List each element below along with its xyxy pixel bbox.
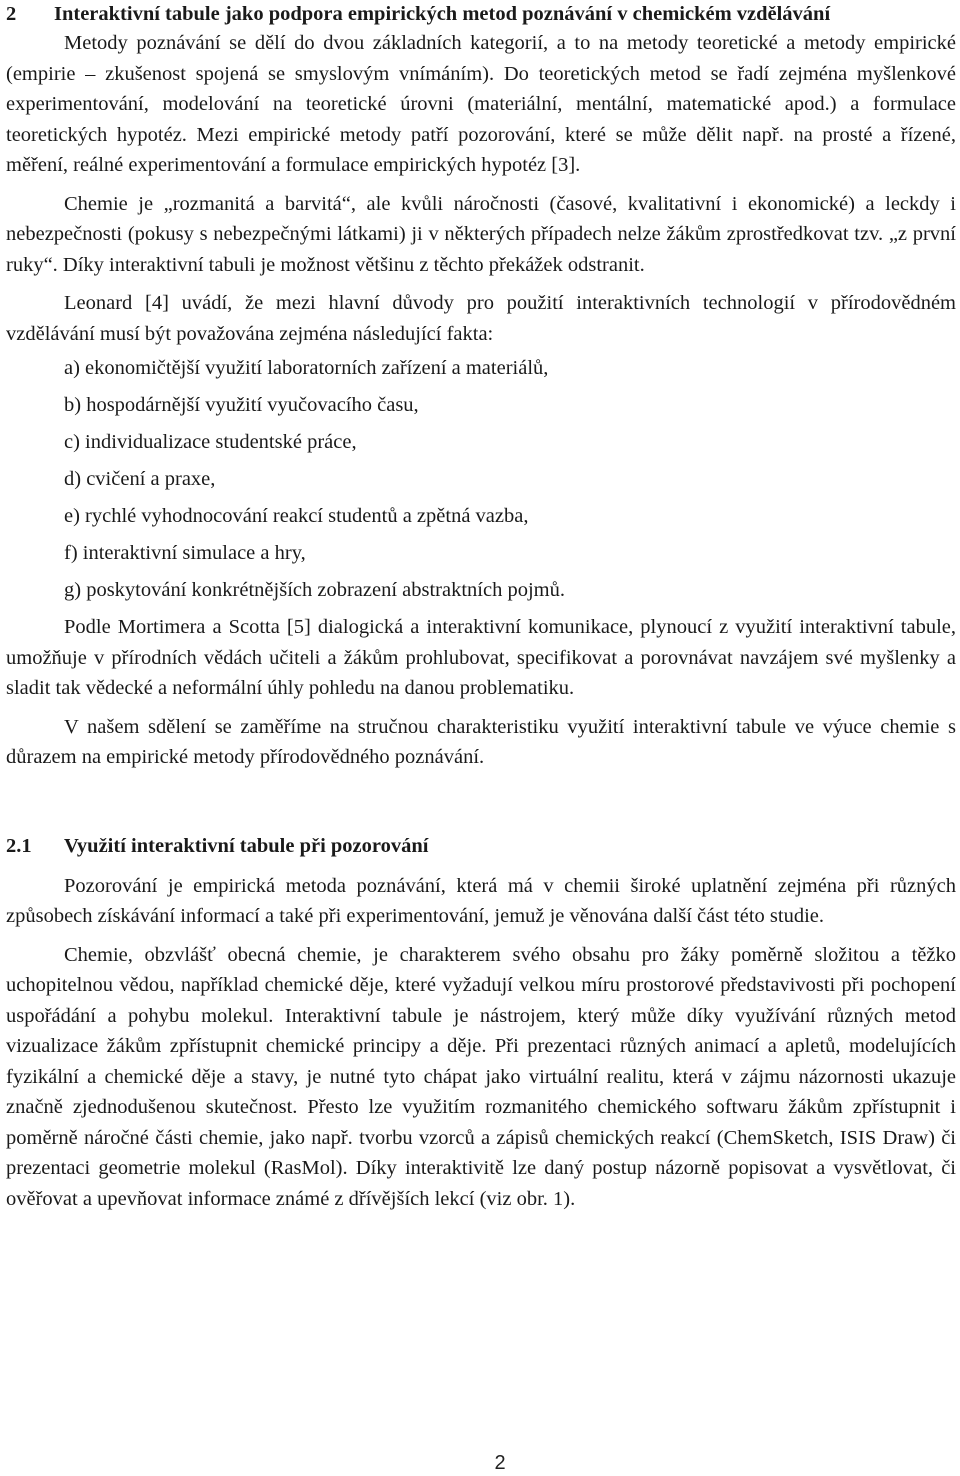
chapter-title: Interaktivní tabule jako podpora empirických metod poznávání v chemickém vzdělávání [54,3,831,25]
facts-list [6,353,956,606]
paragraph-general-chemistry: Chemie, obzvlášť obecná chemie, je charakterem svého obsahu pro žáky poměrně složitou a těžko uchopitelnou vědou, například chemické děje, které vyžadují velkou míru prostorové představivosti při pochopení uspořádání a pohybu molekul. Interaktivní tabule je nástrojem, který může díky využívání různých metod vizualizace žákům zpřístupnit chemické principy a děje. Při prezentaci různých animací a apletů, modelujících fyzikální a chemické děje a stavy, je nutné tyto chápat jako virtuální realitu, která v zájmu názornosti ukazuje značně zjednodušenou skutečnost. Přesto lze využitím rozmanitého chemického softwaru žákům zpřístupnit i poměrně náročné části chemie, jako např. tvorbu vzorců a zápisů chemických reakcí (ChemSketch, ISIS Draw) či prezentaci geometrie molekul (RasMol). Díky interaktivitě lze daný postup názorně popisovat a vysvětlovat, či ověřovat a upevňovat informace známé z dřívějších lekcí (viz obr. 1). [6,943,956,1210]
chapter-number: 2 [6,3,17,25]
chapter-heading [6,0,956,28]
list-item: a) ekonomičtější využití laboratorních zařízení a materiálů, [64,357,549,379]
list-item: f) interaktivní simulace a hry, [64,542,306,564]
list-item: d) cvičení a praxe, [64,468,216,490]
list-item: c) individualizace studentské práce, [64,431,357,453]
paragraph-chemistry: Chemie je „rozmanitá a barvitá“, ale kvůli náročnosti (časové, kvalitativní i ekonomické) a leckdy i nebezpečnosti (pokusy s nebezpečnými látkami) ji v některých případech nelze žákům zprostředkovat tzv. „z první ruky“. Díky interaktivní tabuli je možnost většinu z těchto překážek odstranit. [6,192,956,276]
paragraph-summary: V našem sdělení se zaměříme na stručnou charakteristiku využití interaktivní tabule ve výuce chemie s důrazem na empirické metody přírodovědného poznávání. [6,715,956,768]
paragraph-methods: Metody poznávání se dělí do dvou základních kategorií, a to na metody teoretické a metody empirické (empirie – zkušenost spojená se smyslovým vnímáním). Do teoretických metod se řadí zejména myšlenkové experimentování, modelování na teoretické úrovni (materiální, mentální, matematické apod.) a formulace teoretických hypotéz. Mezi empirické metody patří pozorování, které se může dělit např. na prosté a řízené, měření, reálné experimentování a formulace empirických hypotéz [3]. [6,32,956,176]
paragraph-mortimer: Podle Mortimera a Scotta [5] dialogická a interaktivní komunikace, plynoucí z využití interaktivní tabule, umožňuje v přírodních vědách učiteli a žákům prohlubovat, specifikovat a porovnávat navzájem své myšlenky a sladit tak vědecké a neformální úhly pohledu na danou problematiku. [6,616,956,699]
paragraph-leonard: Leonard [4] uvádí, že mezi hlavní důvody pro použití interaktivních technologií v přírodovědném vzdělávání musí být považována zejména následující fakta: [6,292,956,345]
document-page [6,0,956,1214]
list-item: b) hospodárnější využití vyučovacího času, [64,394,419,416]
section-number: 2.1 [6,834,32,857]
list-item: e) rychlé vyhodnocování reakcí studentů a zpětná vazba, [64,505,529,527]
section-heading [6,831,956,861]
section-title: Využití interaktivní tabule při pozorování [64,834,429,857]
list-item: g) poskytování konkrétnějších zobrazení abstraktních pojmů. [64,579,565,601]
page-number: 2 [494,1452,506,1474]
paragraph-observation: Pozorování je empirická metoda poznávání, která má v chemii široké uplatnění zejména při různých způsobech získávání informací a také při experimentování, jemuž je věnována další část této studie. [6,874,956,927]
